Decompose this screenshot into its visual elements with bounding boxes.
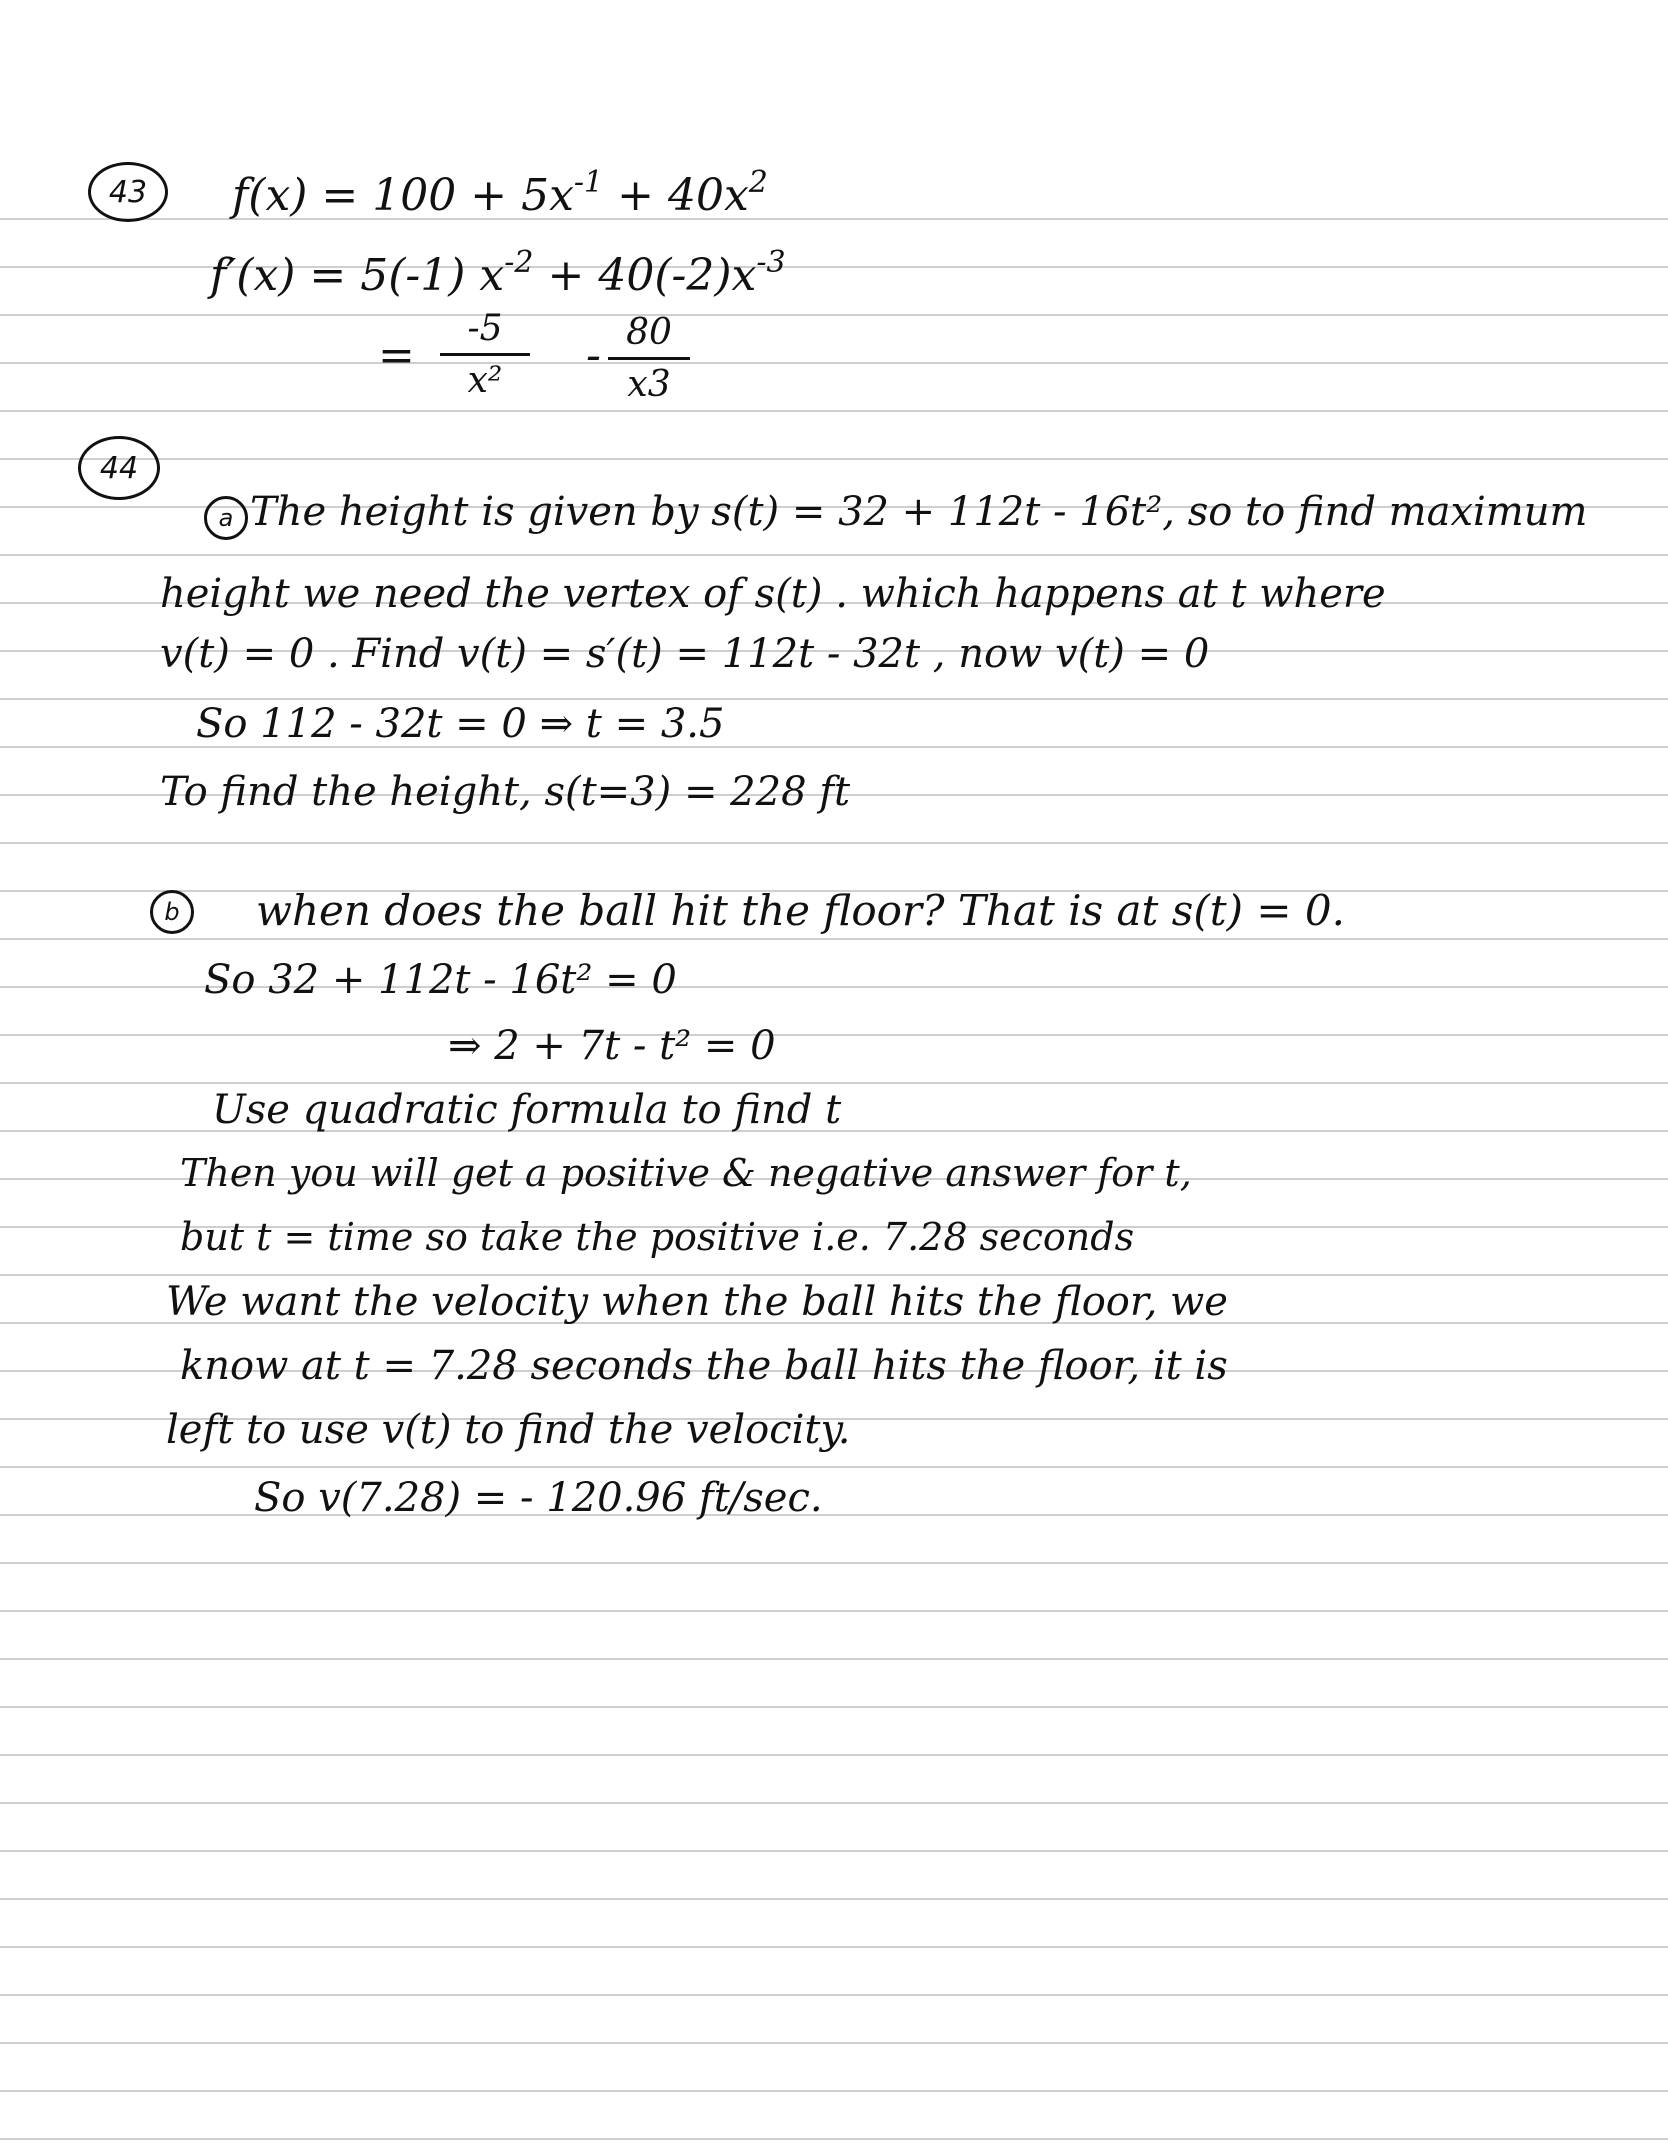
problem-44-number: [78, 436, 160, 500]
part-a-line-2: height we need the vertex of s(t) . which happens at t where: [160, 571, 1386, 617]
problem-44-number-text: 44: [99, 450, 139, 486]
ruled-line: [0, 362, 1668, 364]
ruled-line: [0, 1898, 1668, 1900]
ruled-line: [0, 2090, 1668, 2092]
ruled-line: [0, 698, 1668, 700]
ruled-line: [0, 1610, 1668, 1612]
part-a-line-5: To find the height, s(t=3) = 228 ft: [160, 769, 851, 815]
ruled-line: [0, 1274, 1668, 1276]
problem-43-function-exp2: 2: [748, 165, 768, 200]
ruled-line: [0, 2042, 1668, 2044]
ruled-line: [0, 1706, 1668, 1708]
fraction-2-numerator: 80: [626, 312, 672, 353]
part-b-line-8: know at t = 7.28 seconds the ball hits the floor, it is: [180, 1343, 1228, 1389]
problem-43-function-exp1: -1: [573, 165, 604, 200]
part-b-line-1: when does the ball hit the floor? That is at s(t) = 0.: [256, 886, 1345, 935]
ruled-line: [0, 1466, 1668, 1468]
ruled-line: [0, 1562, 1668, 1564]
ruled-line: [0, 1946, 1668, 1948]
part-a-line-1: The height is given by s(t) = 32 + 112t - 16t², so to find maximum: [250, 489, 1588, 535]
part-b-line-7: We want the velocity when the ball hits the floor, we: [166, 1279, 1228, 1325]
ruled-line: [0, 1802, 1668, 1804]
fraction-2-bar: [608, 357, 690, 360]
problem-43-number: [88, 162, 168, 222]
part-b-line-4: Use quadratic formula to find t: [212, 1087, 842, 1133]
ruled-line: [0, 1082, 1668, 1084]
part-a-marker: [204, 496, 248, 540]
part-b-line-6: but t = time so take the positive i.e. 7.28 seconds: [180, 1215, 1135, 1259]
problem-43-derivative-text: f′(x) = 5(-1) x: [210, 250, 505, 301]
part-b-marker-text: b: [164, 898, 180, 926]
fraction-2-denominator: x3: [627, 364, 671, 405]
ruled-line: [0, 458, 1668, 460]
fraction-1-bar: [440, 353, 530, 356]
part-b-line-5: Then you will get a positive & negative answer for t,: [180, 1151, 1192, 1195]
part-b-line-3: ⇒ 2 + 7t - t² = 0: [448, 1023, 776, 1069]
ruled-line: [0, 1754, 1668, 1756]
problem-43-fraction-2: [608, 312, 690, 405]
part-a-line-4: So 112 - 32t = 0 ⇒ t = 3.5: [196, 701, 725, 747]
part-b-marker: [150, 890, 194, 934]
problem-43-derivative-exp1: -2: [504, 245, 534, 280]
ruled-line: [0, 410, 1668, 412]
part-a-line-3: v(t) = 0 . Find v(t) = s′(t) = 112t - 32t , now v(t) = 0: [160, 631, 1210, 677]
ruled-line: [0, 554, 1668, 556]
problem-43-number-text: 43: [108, 174, 148, 210]
ruled-line: [0, 1514, 1668, 1516]
problem-43-minus: -: [586, 330, 601, 381]
problem-43-derivative: [210, 245, 786, 301]
ruled-line: [0, 1850, 1668, 1852]
problem-43-function-text: f(x) = 100 + 5x: [232, 170, 574, 221]
ruled-line: [0, 938, 1668, 940]
ruled-line: [0, 1034, 1668, 1036]
ruled-line: [0, 2138, 1668, 2140]
part-a-marker-text: a: [218, 504, 234, 532]
ruled-line: [0, 1658, 1668, 1660]
ruled-line: [0, 842, 1668, 844]
problem-43-fraction-1: [440, 308, 530, 401]
part-b-line-9: left to use v(t) to find the velocity.: [166, 1407, 851, 1453]
part-b-line-2: So 32 + 112t - 16t² = 0: [204, 957, 677, 1003]
ruled-line: [0, 314, 1668, 316]
problem-43-derivative-mid: + 40(-2)x: [533, 250, 757, 301]
fraction-1-denominator: x²: [467, 360, 503, 401]
problem-43-derivative-exp2: -3: [756, 245, 786, 280]
problem-43-function: [232, 165, 768, 221]
problem-43-equals: =: [378, 330, 415, 381]
fraction-1-numerator: -5: [467, 308, 503, 349]
problem-43-function-tail: + 40x: [603, 170, 749, 221]
part-b-line-10: So v(7.28) = - 120.96 ft/sec.: [254, 1475, 823, 1521]
ruled-line: [0, 1994, 1668, 1996]
